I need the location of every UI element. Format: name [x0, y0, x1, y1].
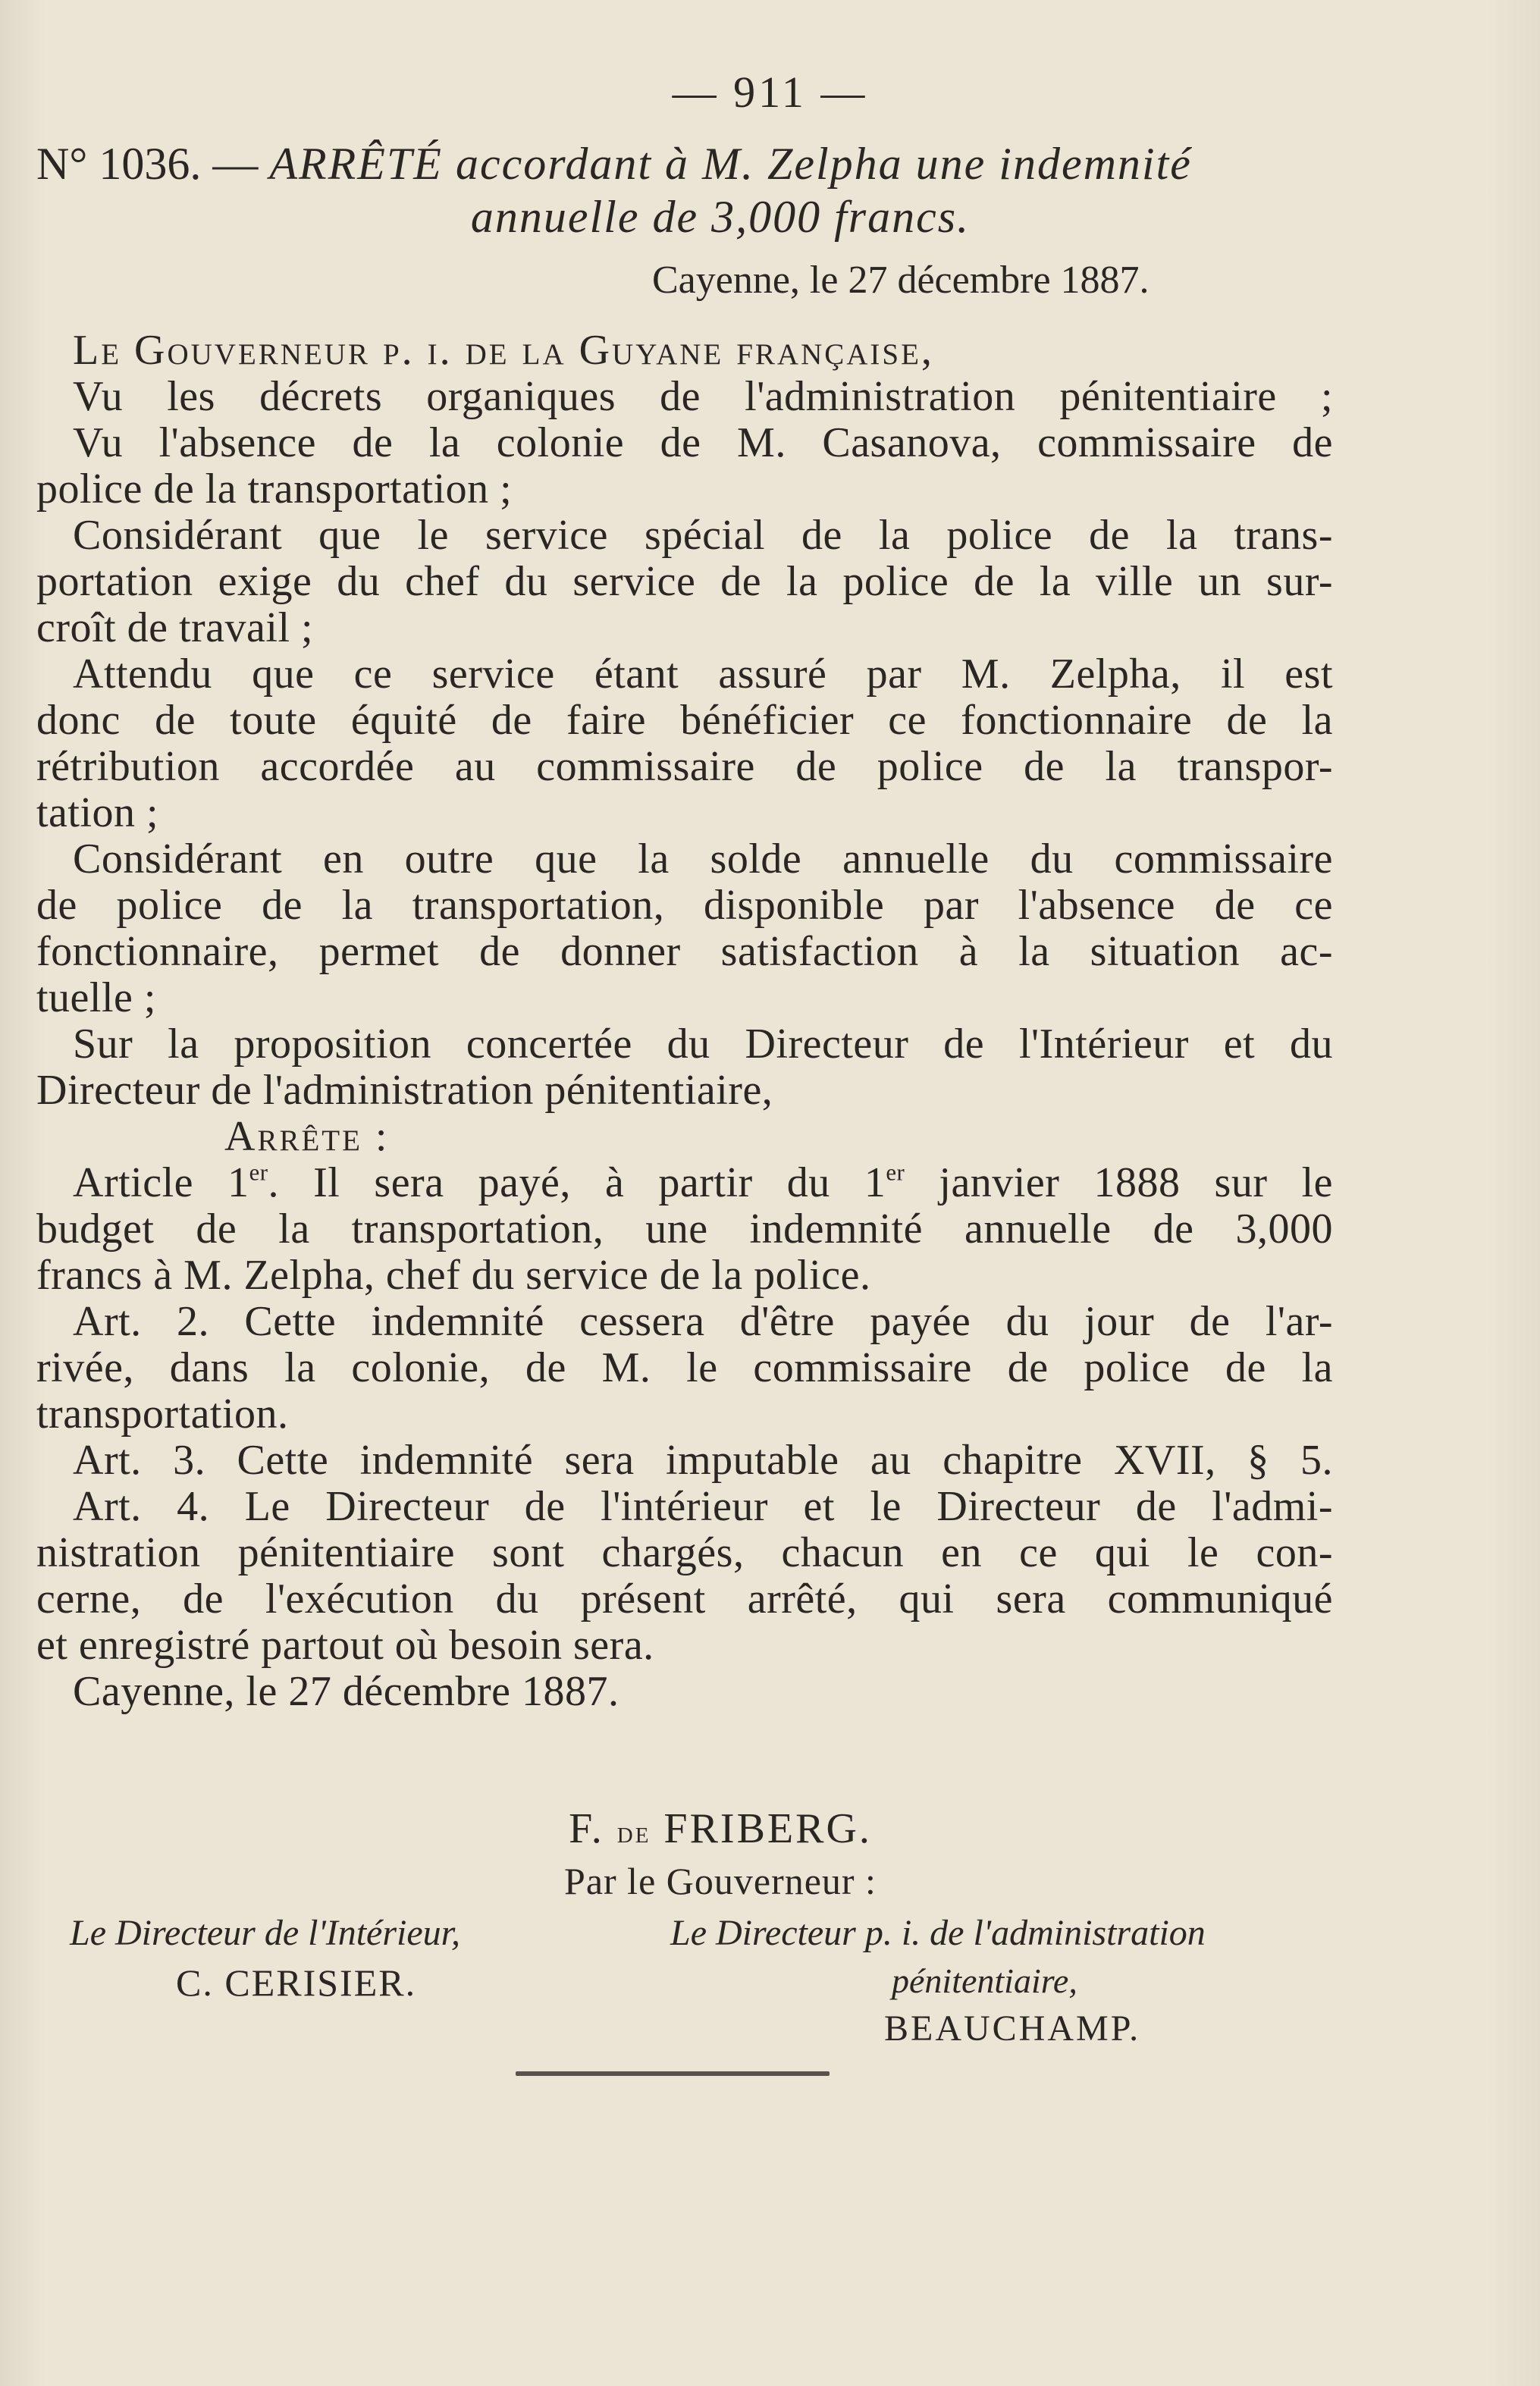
left-signatory-title: Le Directeur de l'Intérieur,: [70, 1913, 461, 1953]
body-line: portation exige du chef du service de la police de la ville un sur-: [36, 558, 1333, 605]
body-line: fonctionnaire, permet de donner satisfaction à la situation ac-: [36, 928, 1333, 975]
body-line: croît de travail ;: [36, 604, 314, 651]
body-line: Sur la proposition concertée du Directeur de l'Intérieur et du: [73, 1021, 1333, 1068]
right-signatory-title: Le Directeur p. i. de l'administration: [670, 1913, 1206, 1953]
body-line: rivée, dans la colonie, de M. le commissaire de police de la: [36, 1344, 1333, 1391]
article-1-line: Article 1er. Il sera payé, à partir du 1er janvier 1888 sur le: [73, 1159, 1333, 1206]
closing-place-date: Cayenne, le 27 décembre 1887.: [73, 1668, 619, 1715]
body-line: Art. 2. Cette indemnité cessera d'être payée du jour de l'ar-: [73, 1298, 1333, 1345]
decree-title-line-2: annuelle de 3,000 francs.: [470, 192, 971, 242]
par-le-gouverneur: Par le Gouverneur :: [564, 1860, 877, 1902]
body-line: Vu les décrets organiques de l'administration pénitentiaire ;: [73, 373, 1333, 420]
body-line: tuelle ;: [36, 974, 156, 1021]
decree-body: [36, 328, 1333, 1715]
body-line: tation ;: [36, 789, 159, 836]
body-line: et enregistré partout où besoin sera.: [36, 1622, 654, 1669]
body-line: rétribution accordée au commissaire de police de la transpor-: [36, 743, 1333, 790]
body-line: Le Gouverneur p. i. de la Guyane française,: [73, 327, 934, 374]
body-line: Art. 4. Le Directeur de l'intérieur et le Directeur de l'admi-: [73, 1483, 1333, 1530]
page-number: — 911 —: [672, 67, 868, 117]
body-line: budget de la transportation, une indemnité annuelle de 3,000: [36, 1206, 1333, 1253]
end-rule: [516, 2071, 830, 2076]
body-line: Attendu que ce service étant assuré par M. Zelpha, il est: [73, 651, 1333, 698]
right-signatory-title-2: pénitentiaire,: [892, 1961, 1077, 2000]
body-line: de police de la transportation, disponible par l'absence de ce: [36, 882, 1333, 929]
body-line: Considérant en outre que la solde annuelle du commissaire: [73, 836, 1333, 883]
decree-number: N° 1036. —: [36, 139, 259, 189]
place-date: Cayenne, le 27 décembre 1887.: [652, 259, 1150, 302]
body-line: transportation.: [36, 1391, 289, 1438]
body-line: police de la transportation ;: [36, 466, 513, 513]
right-signatory-name: BEAUCHAMP.: [884, 2008, 1141, 2049]
heading-line-1: [36, 138, 1192, 190]
body-line: francs à M. Zelpha, chef du service de la police.: [36, 1252, 871, 1299]
body-line: cerne, de l'exécution du présent arrêté, qui sera communiqué: [36, 1576, 1333, 1623]
body-line: donc de toute équité de faire bénéficier ce fonctionnaire de la: [36, 697, 1333, 744]
body-line: Directeur de l'administration pénitentiaire,: [36, 1067, 773, 1114]
arrete-heading: Arrête :: [224, 1113, 390, 1160]
body-line: Considérant que le service spécial de la police de la trans-: [73, 512, 1333, 559]
body-line: Art. 3. Cette indemnité sera imputable au chapitre XVII, § 5.: [73, 1437, 1333, 1484]
decree-title-line-1: ARRÊTÉ accordant à M. Zelpha une indemnité: [269, 139, 1192, 189]
body-line: Vu l'absence de la colonie de M. Casanova, commissaire de: [73, 419, 1333, 466]
governor-signature: F. de FRIBERG.: [569, 1805, 872, 1852]
body-line: nistration pénitentiaire sont chargés, chacun en ce qui le con-: [36, 1529, 1333, 1576]
left-signatory-name: C. CERISIER.: [176, 1961, 417, 2004]
